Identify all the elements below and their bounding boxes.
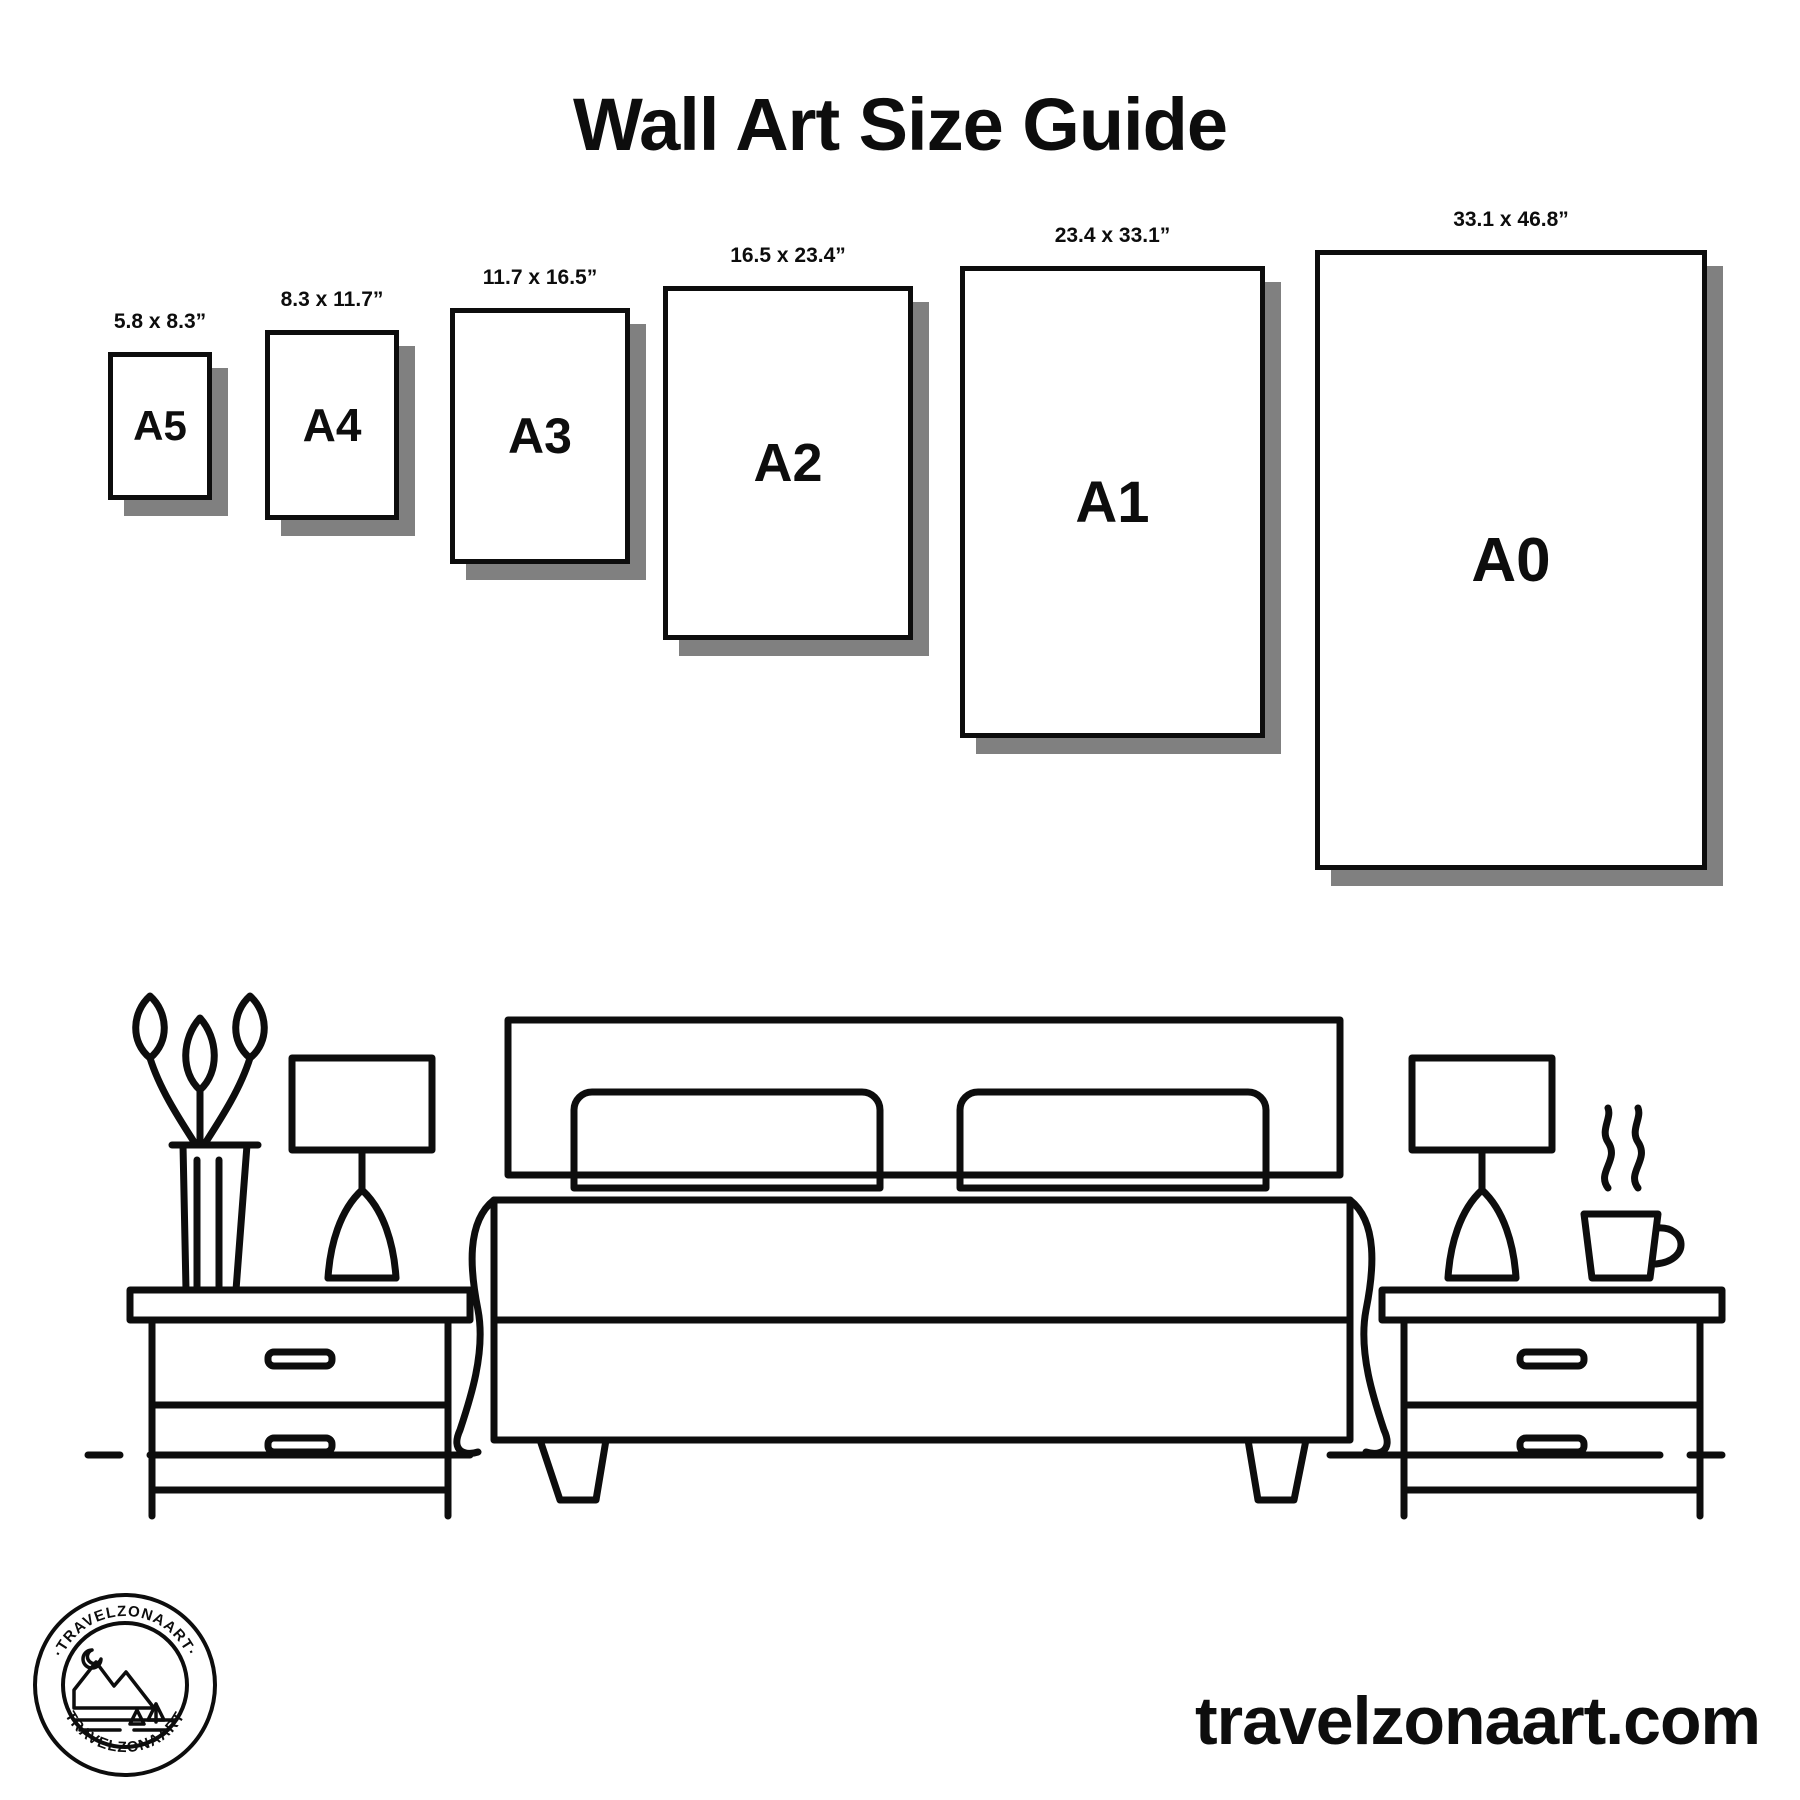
poster-a2[interactable] (663, 244, 913, 640)
poster-a1[interactable] (960, 224, 1265, 738)
poster-a0[interactable] (1315, 208, 1707, 870)
nightstand-left-icon (130, 1290, 470, 1516)
svg-text:·TRAVELZONAART·: ·TRAVELZONAART· (58, 1704, 192, 1757)
travelzonaart-logo-icon (30, 1590, 220, 1780)
poster-a5[interactable] (108, 310, 212, 500)
table-lamp-left-icon (292, 1058, 432, 1278)
poster-a0-dimensions: 33.1 x 46.8” (1453, 208, 1569, 231)
plant-vase-icon (136, 996, 265, 1290)
bed-icon (457, 1020, 1387, 1500)
svg-text:·TRAVELZONAART·: ·TRAVELZONAART· (49, 1602, 201, 1660)
nightstand-right-icon (1382, 1290, 1722, 1516)
poster-a4-label: A4 (302, 399, 362, 451)
poster-a5-frame (108, 352, 212, 500)
bedroom-scene (0, 960, 1800, 1540)
poster-a1-dimensions: 23.4 x 33.1” (1054, 224, 1171, 247)
poster-a0-frame (1315, 250, 1707, 870)
website-label: travelzonaart.com (1195, 1683, 1760, 1759)
coffee-cup-icon (1584, 1108, 1681, 1278)
poster-a2-frame (663, 286, 913, 640)
table-lamp-right-icon (1412, 1058, 1552, 1278)
poster-a4-dimensions: 8.3 x 11.7” (280, 288, 384, 311)
poster-a2-dimensions: 16.5 x 23.4” (730, 244, 846, 267)
poster-a1-label: A1 (1075, 469, 1150, 535)
poster-a5-label: A5 (133, 402, 187, 449)
poster-a3-dimensions: 11.7 x 16.5” (482, 266, 598, 289)
poster-a3-label: A3 (508, 408, 572, 464)
poster-a0-label: A0 (1471, 525, 1551, 595)
brand-logo[interactable] (30, 1590, 220, 1780)
poster-a4[interactable] (265, 288, 399, 520)
poster-a2-label: A2 (753, 433, 823, 493)
page-title: Wall Art Size Guide (573, 83, 1227, 166)
poster-a5-dimensions: 5.8 x 8.3” (113, 310, 207, 333)
poster-a4-frame (265, 330, 399, 520)
poster-a1-frame (960, 266, 1265, 738)
poster-a3-frame (450, 308, 630, 564)
bedroom-illustration (0, 960, 1800, 1540)
poster-size-row (0, 208, 1800, 1010)
poster-a3[interactable] (450, 266, 630, 564)
